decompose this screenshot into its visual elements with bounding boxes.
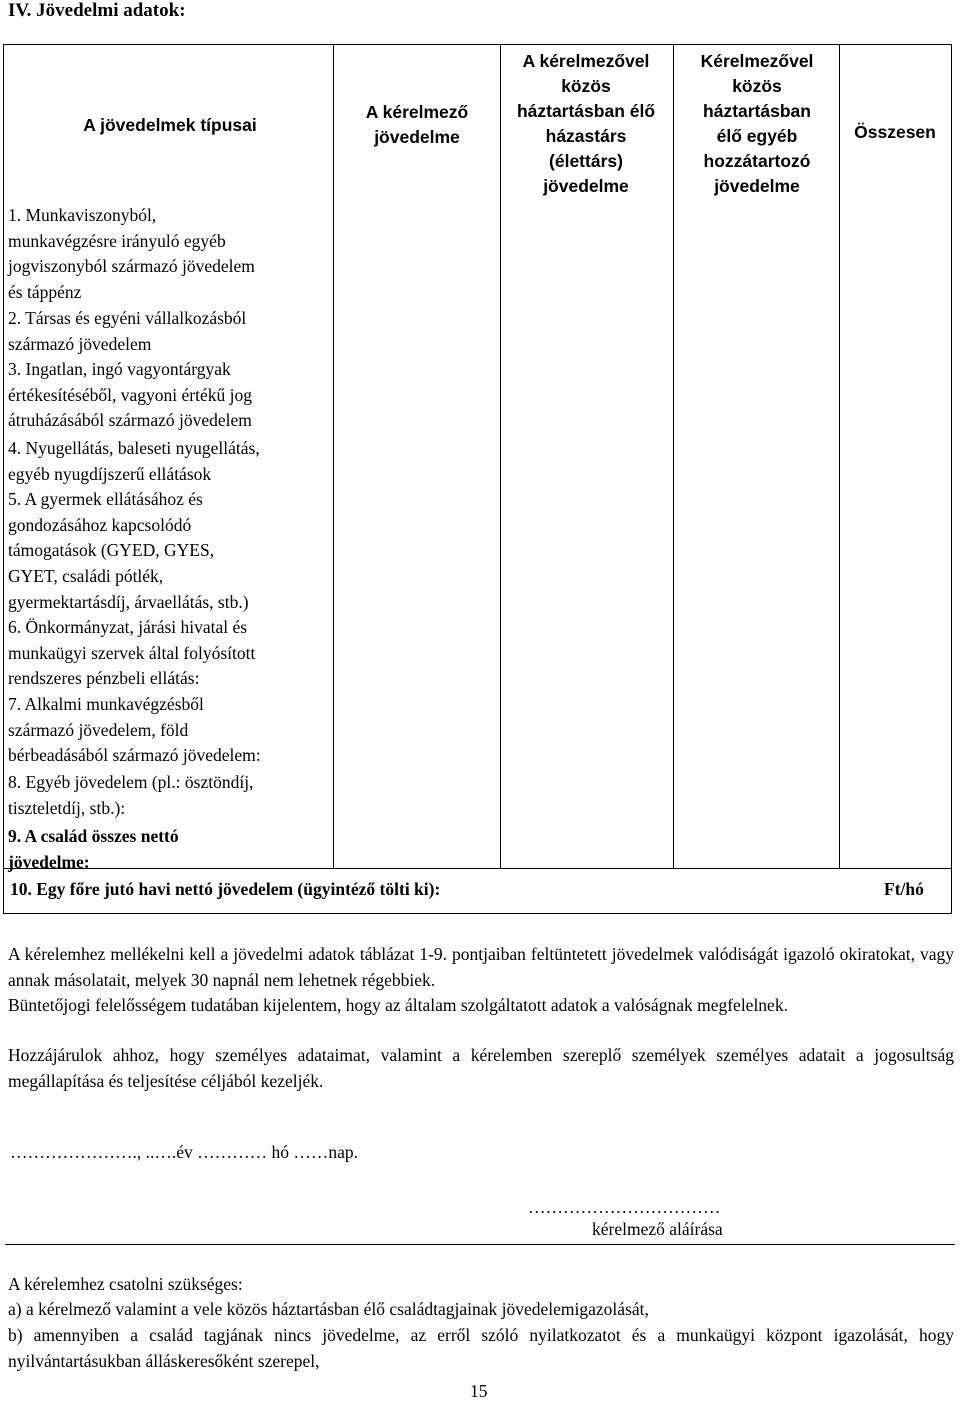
table-border-right	[951, 44, 952, 914]
signature-line[interactable]: ……………………………	[528, 1197, 721, 1217]
row-4-label: 4. Nyugellátás, baleseti nyugellátás, egyéb nyugdíjszerű ellátások	[8, 438, 260, 484]
attachment-a: a) a kérelmező valamint a vele közös háztartásban élő családtagjainak jövedelemigazolását,	[8, 1299, 649, 1319]
date-line[interactable]: …………………., ..….év ………… hó ……nap.	[10, 1142, 359, 1162]
row-7-label: 7. Alkalmi munkavégzésből származó jövedelem, föld bérbeadásából származó jövedelem:	[8, 694, 261, 766]
table-border-bottom	[3, 913, 952, 914]
signature-label: kérelmező aláírása	[592, 1219, 723, 1239]
header-other-relatives: Kérelmezővel közös háztartásban élő egyéb hozzátartozó jövedelme	[700, 51, 814, 196]
data-consent-paragraph: Hozzájárulok ahhoz, hogy személyes adataimat, valamint a kérelemben szereplő személyek személyes adatait a jogosultság megállapítása és teljesítése céljából kezeljék.	[8, 1045, 954, 1091]
row-1-label: 1. Munkaviszonyból, munkavégzésre irányuló egyéb jogviszonyból származó jövedelem és táppénz	[8, 205, 255, 303]
table-border-left	[3, 44, 4, 914]
row-2-label: 2. Társas és egyéni vállalkozásból származó jövedelem	[8, 308, 247, 354]
header-types: A jövedelmek típusai	[83, 115, 257, 135]
attachments-intro: A kérelemhez csatolni szükséges:	[8, 1274, 243, 1294]
attachment-b: b) amennyiben a család tagjának nincs jövedelme, az erről szóló nyilatkozatot és a munkaügyi központ igazolását, hogy nyilvántartásukban álláskeresőként szerepel,	[8, 1325, 954, 1371]
section-title: IV. Jövedelmi adatok:	[8, 0, 186, 21]
row-3-label: 3. Ingatlan, ingó vagyontárgyak értékesítéséből, vagyoni értékű jog átruházásából származó jövedelem	[8, 359, 252, 431]
per-capita-label: 10. Egy főre jutó havi nettó jövedelem (ügyintéző tölti ki):	[10, 879, 441, 899]
divider	[5, 1244, 955, 1245]
table-border-top	[3, 44, 952, 45]
per-capita-unit: Ft/hó	[884, 879, 924, 899]
row-5-label: 5. A gyermek ellátásához és gondozásához kapcsolódó támogatások (GYED, GYES, GYET, családi pótlék, gyermektartásdíj, árvaellátás, stb.)	[8, 489, 249, 612]
header-total: Összesen	[854, 122, 936, 142]
page-number: 15	[470, 1381, 488, 1401]
row-6-label: 6. Önkormányzat, járási hivatal és munkaügyi szervek által folyósított rendszeres pénzbeli ellátás:	[8, 617, 256, 689]
row-8-label: 8. Egyéb jövedelem (pl.: ösztöndíj, tiszteletdíj, stb.):	[8, 772, 254, 818]
header-spouse: A kérelmezővel közös háztartásban élő házastárs (élettárs) jövedelme	[516, 51, 656, 196]
attachment-requirement-paragraph: A kérelemhez mellékelni kell a jövedelmi adatok táblázat 1-9. pontjaiban feltüntetett jövedelmek valódiságát igazoló okiratokat, vagy annak másolatait, melyek 30 napnál nem lehetnek régebbiek.	[8, 944, 954, 990]
header-applicant: A kérelmező jövedelme	[365, 102, 469, 147]
row-9-label: 9. A család összes nettó jövedelme:	[8, 826, 179, 872]
criminal-liability-paragraph: Büntetőjogi felelősségem tudatában kijelentem, hogy az általam szolgáltatott adatok a valóságnak megfelelnek.	[8, 995, 788, 1015]
